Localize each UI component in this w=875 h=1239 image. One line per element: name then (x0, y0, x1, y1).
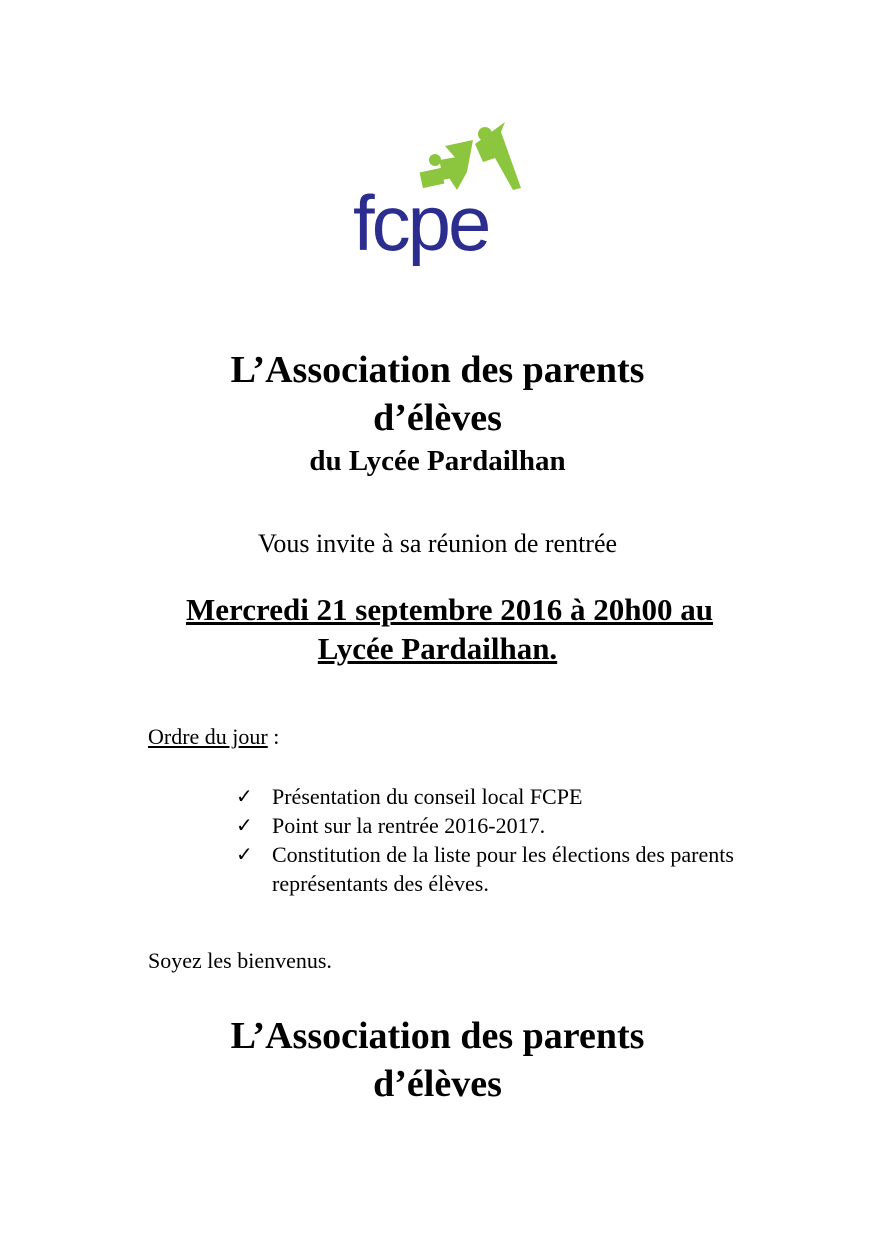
agenda-label-colon: : (267, 724, 280, 749)
footer-line-2: d’élèves (373, 1063, 502, 1105)
checkmark-icon: ✓ (236, 813, 253, 837)
agenda-item-text: Présentation du conseil local FCPE (272, 784, 583, 809)
welcome-text: Soyez les bienvenus. (148, 948, 332, 973)
agenda-item-text: Constitution de la liste pour les élections des parents représentants des élèves. (272, 842, 734, 896)
date-line-1: Mercredi 21 septembre 2016 à 20h00 au (186, 592, 713, 627)
logo-text: fcpe (353, 179, 489, 267)
subtitle: du Lycée Pardailhan (309, 445, 566, 477)
agenda-item-text: Point sur la rentrée 2016-2017. (272, 813, 546, 838)
fcpe-logo (345, 118, 535, 288)
agenda-item (236, 840, 756, 898)
title-line-2: d’élèves (373, 397, 502, 439)
checkmark-icon: ✓ (236, 842, 253, 866)
checkmark-icon: ✓ (236, 784, 253, 808)
agenda-label (148, 723, 279, 751)
date-line-2: Lycée Pardailhan. (317, 631, 558, 666)
agenda-item (236, 811, 756, 840)
footer-line-1: L’Association des parents (230, 1015, 645, 1057)
title-line-1: L’Association des parents (230, 349, 645, 391)
agenda-label-text: Ordre du jour (148, 724, 268, 749)
agenda-list (236, 782, 756, 898)
invitation-text: Vous invite à sa réunion de rentrée (257, 529, 618, 558)
agenda-item (236, 782, 756, 811)
